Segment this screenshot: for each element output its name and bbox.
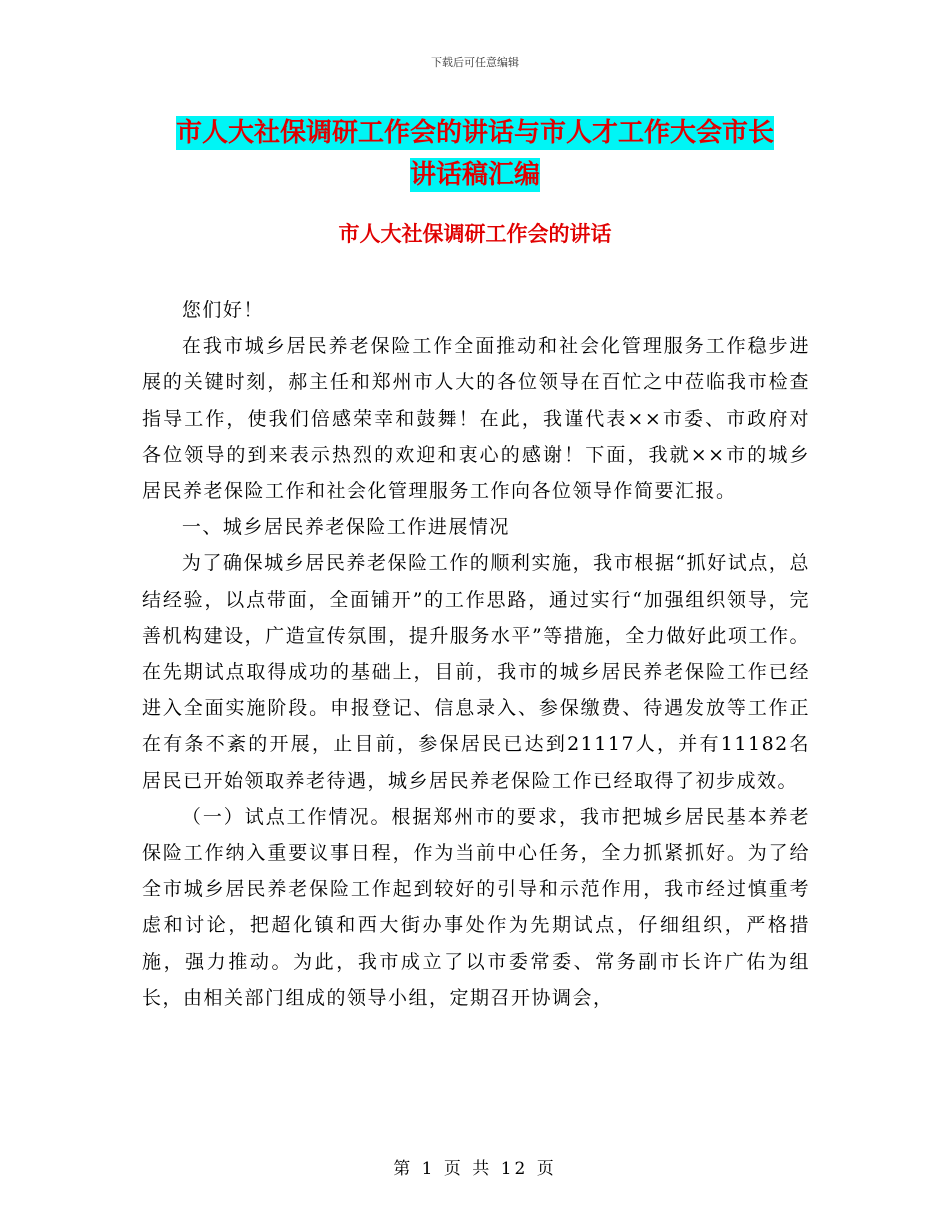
header-note: 下载后可任意编辑	[431, 56, 519, 69]
document-title-line2: 讲话稿汇编	[409, 160, 540, 190]
page-number: 第 1 页 共 12 页	[393, 1159, 557, 1179]
paragraph-pilot: （一）试点工作情况。根据郑州市的要求，我市把城乡居民基本养老保险工作纳入重要议事日程，作为当前中心任务，全力抓紧抓好。为了给全市城乡居民养老保险工作起到较好的引导和示范作用，我市经过慎重考虑和讨论，把超化镇和西大街办事处作为先期试点，仔细组织，严格措施，强力推动。为此，我市成立了以市委常委、常务副市长许广佑为组长，由相关部门组成的领导小组，定期召开协调会，	[142, 805, 810, 1009]
paragraph-greeting: 您们好！	[181, 299, 264, 321]
section-title: 市人大社保调研工作会的讲话	[338, 222, 612, 246]
paragraph-intro: 在我市城乡居民养老保险工作全面推动和社会化管理服务工作稳步进展的关键时刻，郝主任和郑州市人大的各位领导在百忙之中莅临我市检查指导工作，使我们倍感荣幸和鼓舞！在此，我谨代表××市委、市政府对各位领导的到来表示热烈的欢迎和衷心的感谢！下面，我就××市的城乡居民养老保险工作和社会化管理服务工作向各位领导作简要汇报。	[142, 335, 810, 503]
document-body	[142, 292, 810, 1016]
paragraph-heading-1: 一、城乡居民养老保险工作进展情况	[181, 516, 510, 539]
paragraph-progress: 为了确保城乡居民养老保险工作的顺利实施，我市根据“抓好试点，总结经验，以点带面，全面铺开”的工作思路，通过实行“加强组织领导，完善机构建设，广造宣传氛围，提升服务水平”等措施，全力做好此项工作。在先期试点取得成功的基础上，目前，我市的城乡居民养老保险工作已经进入全面实施阶段。申报登记、信息录入、参保缴费、待遇发放等工作正在有条不紊的开展，止目前，参保居民已达到21117人，并有11182名居民已开始领取养老待遇，城乡居民养老保险工作已经取得了初步成效。	[142, 552, 810, 792]
document-title-line1: 市人大社保调研工作会的讲话与市人才工作大会市长	[175, 118, 774, 148]
document-title	[140, 112, 810, 196]
